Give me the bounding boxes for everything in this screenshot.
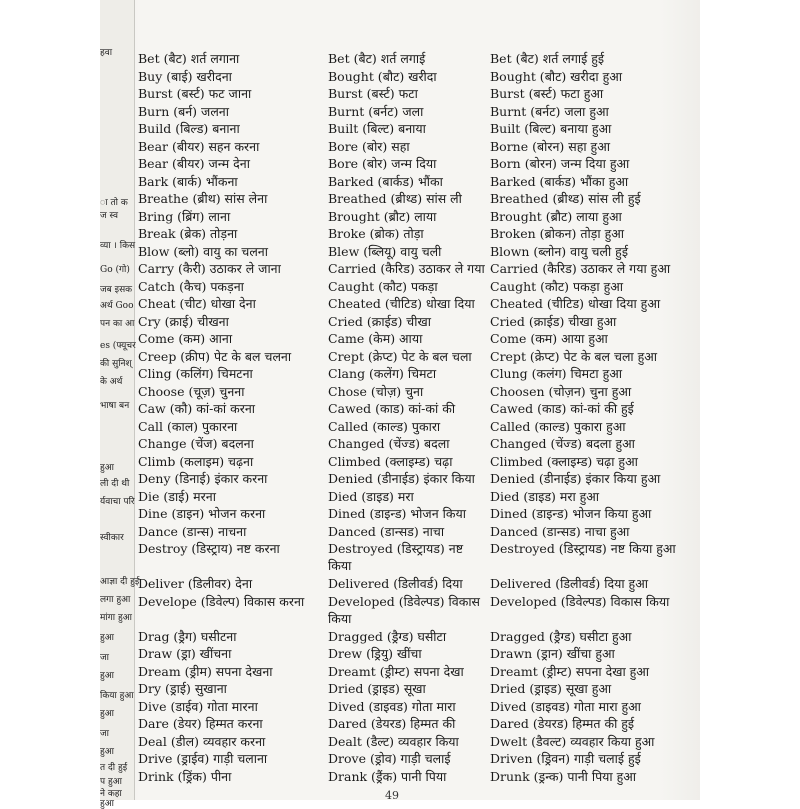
past-form: Broke (ब्रोक) तोड़ा (328, 226, 424, 241)
previous-page-fragment: ज स्व (100, 211, 119, 221)
past-form: Barked (बार्कड) भौंका (328, 173, 443, 189)
past-form: Burst (बर्स्ट) फटा (328, 86, 418, 101)
previous-page-fragment: जा (100, 729, 110, 739)
past-form: Dealt (डैल्ट) व्यवहार किया (328, 733, 459, 749)
previous-page-fragment: हुआ (100, 671, 114, 681)
present-form: Dare (डेयर) हिम्मत करना (138, 716, 263, 731)
verb-row (138, 225, 683, 243)
past-form: Came (केम) आया (328, 331, 423, 346)
present-form: Cling (कलिंग) चिमटना (138, 366, 253, 381)
present-form: Carry (कैरी) उठाकर ले जाना (138, 261, 281, 276)
verb-row (138, 120, 683, 138)
verb-row (138, 383, 683, 401)
present-form: Dive (डाईव) गोता मारना (138, 698, 258, 714)
verb-row (138, 733, 683, 751)
present-form: Dry (ड्राई) सुखाना (138, 681, 227, 696)
past-participle-form: Burst (बर्स्ट) फटा हुआ (490, 86, 604, 101)
past-participle-form: Come (कम) आया हुआ (490, 331, 608, 346)
present-form: Choose (चूज़) चुनना (138, 383, 245, 399)
present-form: Build (बिल्ड) बनाना (138, 121, 240, 136)
past-form: Destroyed (डिस्ट्रायड) नष्ट किया (328, 541, 464, 573)
present-form: Burn (बर्न) जलना (138, 103, 229, 119)
past-form: Dragged (ड्रैग्ड) घसीटा (328, 628, 447, 644)
past-form: Died (डाइड) मरा (328, 488, 414, 504)
previous-page-fragment: पन का आ (100, 319, 135, 329)
past-participle-form: Bet (बैट) शर्त लगाई हुई (490, 51, 604, 66)
past-form: Cheated (चीटिड) धोखा दिया (328, 296, 475, 311)
past-participle-form: Driven (ड्रिवन) गाड़ी चलाई हुई (490, 751, 641, 766)
past-form: Dined (डाइन्ड) भोजन किया (328, 506, 466, 521)
present-form: Breathe (ब्रीथ) सांस लेना (138, 191, 268, 206)
past-form: Burnt (बर्नट) जला (328, 103, 424, 119)
present-form: Draw (ड्रा) खींचना (138, 646, 232, 661)
present-form: Come (कम) आना (138, 331, 233, 346)
verb-row (138, 208, 683, 226)
past-form: Denied (डीनाईड) इंकार किया (328, 471, 475, 486)
verb-row (138, 663, 683, 681)
previous-page-fragment: ने कहा (100, 789, 122, 799)
verb-row (138, 453, 683, 471)
past-participle-form: Barked (बार्कड) भौंका हुआ (490, 173, 629, 189)
verb-row (138, 365, 683, 383)
past-participle-form: Delivered (डिलीवर्ड) दिया हुआ (490, 576, 648, 591)
previous-page-fragment: हुआ (100, 799, 114, 809)
verb-row (138, 628, 683, 646)
past-form: Breathed (ब्रीथ्ड) सांस ली (328, 191, 462, 206)
previous-page-fragment: ली दी थी (100, 479, 130, 489)
verb-row (138, 400, 683, 418)
present-form: Deny (डिनाई) इंकार करना (138, 471, 268, 486)
verb-row (138, 103, 683, 121)
present-form: Deliver (डिलीवर) देना (138, 576, 253, 591)
verb-row (138, 418, 683, 436)
past-participle-form: Cried (क्राईड) चीखा हुआ (490, 313, 617, 329)
past-participle-form: Breathed (ब्रीथ्ड) सांस ली हुई (490, 191, 641, 206)
previous-page-fragment: हुआ (100, 633, 114, 643)
present-form: Buy (बाई) खरीदना (138, 68, 232, 84)
present-form: Call (काल) पुकारना (138, 418, 238, 434)
verb-row (138, 138, 683, 156)
verb-row (138, 330, 683, 348)
past-form: Drew (ड्रियु) खींचा (328, 646, 422, 661)
past-form: Cawed (काड) कां-कां की (328, 401, 456, 416)
present-form: Creep (क्रीप) पेट के बल चलना (138, 348, 292, 364)
past-form: Blew (ब्लियू) वायु चली (328, 243, 442, 259)
previous-page-fragment: व्या । किस (100, 241, 136, 251)
past-participle-form: Born (बोरन) जन्म दिया हुआ (490, 156, 630, 171)
past-form: Dreamt (ड्रीम्ट) सपना देखा (328, 663, 464, 679)
past-form: Climbed (क्लाइम्ड) चढ़ा (328, 453, 453, 469)
past-form: Bore (बोर) सहा (328, 138, 410, 154)
present-form: Drink (ड्रिंक) पीना (138, 768, 232, 784)
verb-row (138, 523, 683, 541)
previous-page-fragment: भाषा बन (100, 401, 130, 411)
present-form: Burst (बर्स्ट) फट जाना (138, 86, 252, 101)
past-participle-form: Drawn (ड्रान) खींचा हुआ (490, 646, 615, 661)
previous-page-fragment: के अर्थ (100, 377, 123, 387)
verb-row (138, 295, 683, 313)
present-form: Catch (कैच) पकड़ना (138, 278, 244, 294)
present-form: Bet (बैट) शर्त लगाना (138, 51, 240, 66)
verb-row (138, 488, 683, 506)
past-participle-form: Brought (ब्रौट) लाया हुआ (490, 208, 622, 224)
past-form: Dared (डेयरड) हिम्मत की (328, 716, 456, 731)
past-form: Drank (ड्रैंक) पानी पिया (328, 768, 447, 784)
previous-page-fragment: स्वीकार (100, 533, 124, 543)
past-form: Clang (कलेंग) चिमटा (328, 366, 437, 381)
present-form: Bark (बार्क) भौंकना (138, 173, 238, 189)
verb-row (138, 698, 683, 716)
previous-page-fragment: जा (100, 653, 110, 663)
past-form: Drove (ड्रोव) गाड़ी चलाई (328, 751, 451, 766)
past-participle-form: Built (बिल्ट) बनाया हुआ (490, 121, 612, 136)
verb-row (138, 243, 683, 261)
past-participle-form: Choosen (चोज़न) चुना हुआ (490, 383, 632, 399)
verb-row (138, 85, 683, 103)
present-form: Dance (डान्स) नाचना (138, 523, 247, 539)
past-form: Delivered (डिलीवर्ड) दिया (328, 576, 463, 591)
verb-row (138, 50, 683, 68)
past-form: Called (काल्ड) पुकारा (328, 418, 441, 434)
past-participle-form: Developed (डिवेल्पड) विकास किया (490, 593, 670, 609)
verb-row (138, 768, 683, 786)
past-form: Bought (बौट) खरीदा (328, 68, 437, 84)
past-participle-form: Bought (बौट) खरीदा हुआ (490, 68, 623, 84)
past-form: Developed (डिवेल्पड) विकास किया (328, 593, 481, 626)
past-participle-form: Dragged (ड्रैग्ड) घसीटा हुआ (490, 628, 632, 644)
past-form: Danced (डान्सड) नाचा (328, 523, 445, 539)
verb-row (138, 155, 683, 173)
verb-row (138, 540, 683, 575)
present-form: Bring (ब्रिंग) लाना (138, 208, 231, 224)
present-form: Destroy (डिस्ट्राय) नष्ट करना (138, 541, 280, 556)
previous-page-fragment: आज्ञा दी हुई (100, 577, 140, 587)
present-form: Break (ब्रेक) तोड़ना (138, 226, 238, 241)
past-form: Carried (कैरिड) उठाकर ले गया (328, 261, 485, 276)
present-form: Dream (ड्रीम) सपना देखना (138, 663, 273, 679)
past-participle-form: Burnt (बर्नट) जला हुआ (490, 103, 609, 119)
past-form: Crept (क्रेप्ट) पेट के बल चला (328, 348, 472, 364)
present-form: Bear (बीयर) जन्म देना (138, 156, 250, 171)
present-form: Bear (बीयर) सहन करना (138, 138, 260, 154)
page-number: 49 (385, 789, 399, 802)
previous-page-fragment: अर्थ Goo (100, 301, 134, 311)
past-participle-form: Climbed (क्लाइम्ड) चढ़ा हुआ (490, 453, 638, 469)
verb-row (138, 750, 683, 768)
past-form: Bore (बोर) जन्म दिया (328, 156, 437, 171)
previous-page-fragment: जब इसक (100, 285, 133, 295)
past-form: Changed (चेंज्ड) बदला (328, 436, 450, 451)
previous-page-fragment: ा तो क (100, 198, 128, 208)
past-participle-form: Broken (ब्रोकन) तोड़ा हुआ (490, 226, 624, 241)
previous-page-edge (100, 0, 140, 809)
previous-page-fragment: प हुआ (100, 777, 122, 787)
previous-page-fragment: es (फ्यूचर (100, 341, 136, 351)
past-form: Built (बिल्ट) बनाया (328, 121, 426, 136)
verb-row (138, 645, 683, 663)
past-form: Bet (बैट) शर्त लगाई (328, 51, 426, 66)
previous-page-fragment: की सुनिश् (100, 359, 132, 369)
previous-page-fragment: मांगा हुआ (100, 613, 132, 623)
past-participle-form: Destroyed (डिस्ट्रायड) नष्ट किया हुआ (490, 541, 676, 556)
past-participle-form: Changed (चेंज्ड) बदला हुआ (490, 436, 635, 451)
past-participle-form: Cawed (काड) कां-कां की हुई (490, 401, 634, 416)
past-participle-form: Dived (डाइवड) गोता मारा हुआ (490, 698, 641, 714)
verb-row (138, 505, 683, 523)
previous-page-fragment: त दी हुई (100, 763, 128, 773)
past-form: Chose (चोज़) चुना (328, 383, 424, 399)
present-form: Drag (ड्रैग) घसीटना (138, 628, 237, 644)
verb-row (138, 680, 683, 698)
present-form: Drive (ड्राईव) गाड़ी चलाना (138, 751, 268, 766)
previous-page-fragment: हुआ (100, 709, 114, 719)
past-participle-form: Dwelt (डैवल्ट) व्यवहार किया हुआ (490, 733, 655, 749)
previous-page-fragment: हुआ (100, 747, 114, 757)
past-form: Brought (ब्रौट) लाया (328, 208, 437, 224)
verb-row (138, 173, 683, 191)
past-participle-form: Dried (ड्राइड) सूखा हुआ (490, 681, 612, 696)
present-form: Cry (क्राई) चीखना (138, 313, 229, 329)
past-participle-form: Cheated (चीटिड) धोखा दिया हुआ (490, 296, 661, 311)
present-form: Caw (कौ) कां-कां करना (138, 401, 256, 416)
verb-row (138, 348, 683, 366)
past-form: Dived (डाइवड) गोता मारा (328, 698, 456, 714)
present-form: Blow (ब्लो) वायु का चलना (138, 243, 268, 259)
present-form: Die (डाई) मरना (138, 488, 216, 504)
present-form: Dine (डाइन) भोजन करना (138, 506, 266, 521)
previous-page-fragment: किया हुआ (100, 691, 134, 701)
present-form: Climb (कलाइम) चढ़ना (138, 453, 254, 469)
past-participle-form: Dared (डेयरड) हिम्मत की हुई (490, 716, 635, 731)
verb-row (138, 593, 683, 628)
past-participle-form: Crept (क्रेप्ट) पेट के बल चला हुआ (490, 348, 658, 364)
past-participle-form: Caught (कौट) पकड़ा हुआ (490, 278, 623, 294)
present-form: Change (चेंज) बदलना (138, 436, 254, 451)
past-participle-form: Dreamt (ड्रीम्ट) सपना देखा हुआ (490, 663, 650, 679)
past-participle-form: Danced (डान्सड) नाचा हुआ (490, 523, 630, 539)
verb-row (138, 68, 683, 86)
verb-row (138, 190, 683, 208)
previous-page-fragment: Go (गो) (100, 265, 130, 275)
past-participle-form: Borne (बोरन) सहा हुआ (490, 138, 610, 154)
past-participle-form: Drunk (ड्रन्क) पानी पिया हुआ (490, 768, 637, 784)
past-form: Cried (क्राईड) चीखा (328, 313, 431, 329)
previous-page-fragment: हवा (100, 48, 113, 58)
past-participle-form: Dined (डाइन्ड) भोजन किया हुआ (490, 506, 652, 521)
past-participle-form: Called (काल्ड) पुकारा हुआ (490, 418, 626, 434)
past-participle-form: Died (डाइड) मरा हुआ (490, 488, 600, 504)
verb-row (138, 313, 683, 331)
verb-row (138, 435, 683, 453)
present-form: Develope (डिवेल्प) विकास करना (138, 593, 305, 609)
previous-page-fragment: र्यवाचा परि (100, 497, 135, 507)
previous-page-fragment: हुआ (100, 463, 114, 473)
verb-row (138, 278, 683, 296)
past-participle-form: Clung (कलंग) चिमटा हुआ (490, 366, 623, 381)
verb-row (138, 260, 683, 278)
previous-page-fragment: लगा हुआ (100, 595, 131, 605)
verb-forms-table (138, 50, 683, 785)
verb-row (138, 575, 683, 593)
past-form: Caught (कौट) पकड़ा (328, 278, 438, 294)
past-participle-form: Blown (ब्लोन) वायु चली हुई (490, 243, 628, 259)
present-form: Deal (डील) व्यवहार करना (138, 733, 266, 749)
past-form: Dried (ड्राइड) सूखा (328, 681, 426, 696)
past-participle-form: Denied (डीनाईड) इंकार किया हुआ (490, 471, 661, 486)
past-participle-form: Carried (कैरिड) उठाकर ले गया हुआ (490, 261, 671, 276)
verb-row (138, 470, 683, 488)
verb-row (138, 715, 683, 733)
present-form: Cheat (चीट) धोखा देना (138, 296, 256, 311)
